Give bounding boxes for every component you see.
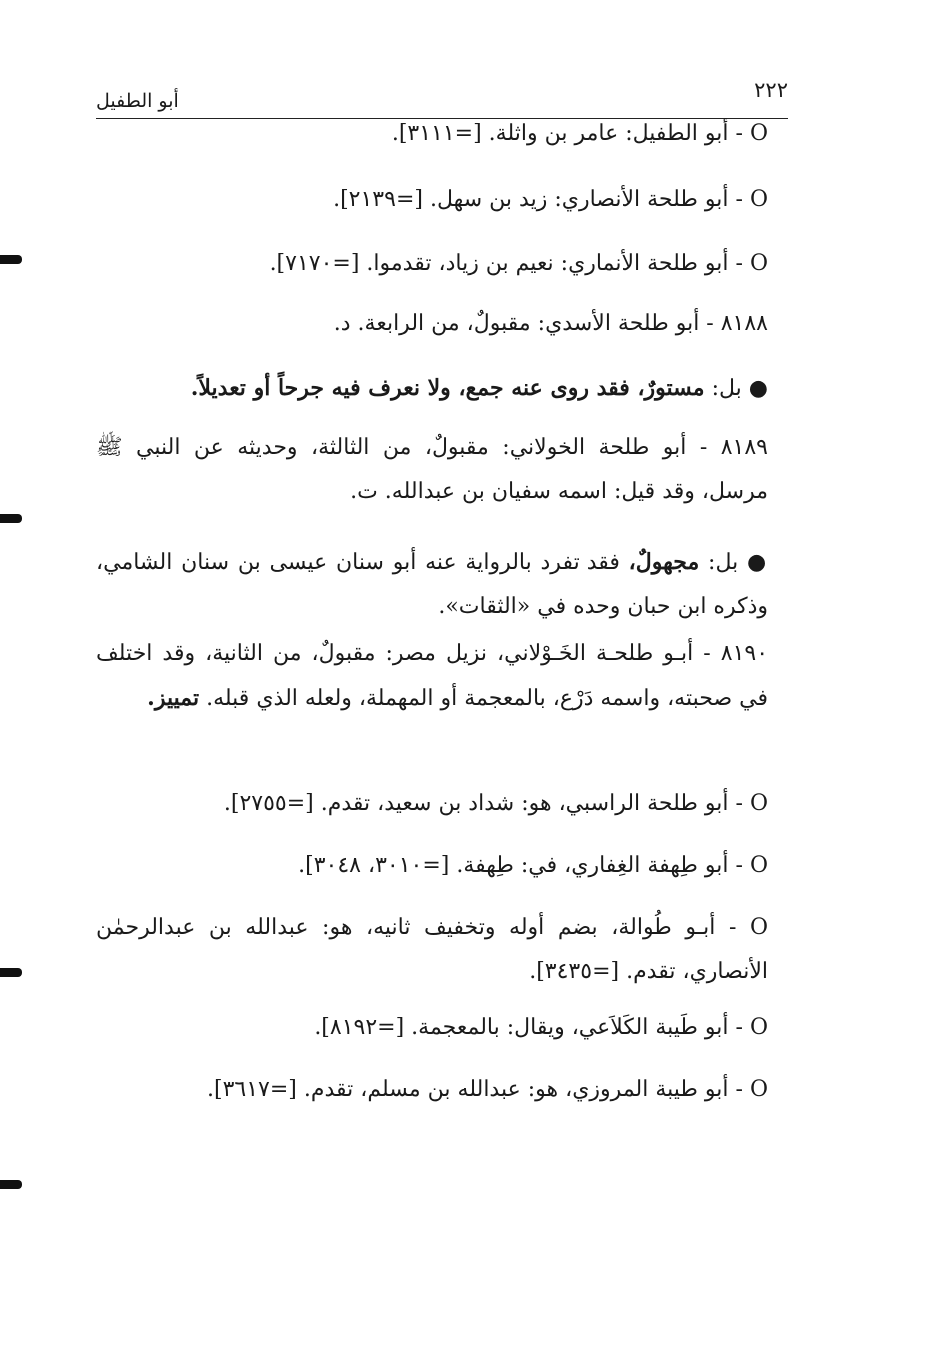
entry-marker: O <box>749 1077 768 1102</box>
comment-lead: بل: <box>708 550 739 575</box>
entry-text: - أبو طيبة المروزي، هو: عبدالله بن مسلم، تقدم. [=٣٦١٧]. <box>206 1077 743 1102</box>
comment-text: فقد تفرد بالرواية عنه أبو سنان عيسى بن سنان الشامي، وذكره ابن حبان وحده في «الثقات». <box>96 550 768 619</box>
running-title: أبو الطفيل <box>96 90 179 112</box>
biography-entry <box>96 426 768 514</box>
entry-text: - أبـو طُوالة، بضم أوله وتخفيف ثانيه، هو: عبدالله بن عبدالرحمٰن الأنصاري، تقدم. [=٣٤٣٥]. <box>96 915 768 984</box>
entry-text: - أبو طلحة الخولاني: مقبولٌ، من الثالثة، وحديثه عن النبي ﷺ مرسل، وقد قيل: اسمه سفيان بن عبدالله. ت. <box>96 435 768 504</box>
margin-mark <box>0 1180 22 1189</box>
cross-reference-entry <box>224 782 768 826</box>
entry-number: ٨١٨٨ <box>720 311 768 336</box>
entry-number: ٨١٩٠ <box>720 641 769 666</box>
entry-text: - أبو طلحة الأسدي: مقبولٌ، من الرابعة. د. <box>333 311 714 336</box>
cross-reference-entry <box>298 844 768 888</box>
entry-text: - أبو طلحة الأنماري: نعيم بن زياد، تقدموا. [=٧١٧٠]. <box>269 251 743 276</box>
entry-text: - أبو طِهفة الغِفاري، في: طِهفة. [=٣٠١٠، ٣٠٤٨]. <box>298 853 743 878</box>
entry-bold-tail: تمييز. <box>147 685 200 711</box>
biography-entry <box>96 632 768 721</box>
editor-comment <box>96 540 768 629</box>
entry-marker: O <box>749 251 768 276</box>
bullet-icon: ● <box>747 550 768 575</box>
entry-text: - أبو طلحة الأنصاري: زيد بن سهل. [=٢١٣٩]. <box>333 187 743 212</box>
editor-comment <box>191 366 768 411</box>
entry-number: ٨١٨٩ <box>720 435 768 460</box>
entry-text: - أبو الطفيل: عامر بن واثلة. [=٣١١١]. <box>391 121 743 146</box>
biography-entry <box>334 302 768 346</box>
page-number: ٢٢٢ <box>754 78 788 102</box>
comment-bold: مجهولٌ، <box>628 549 700 575</box>
margin-mark <box>0 968 22 977</box>
cross-reference-entry <box>207 1068 768 1112</box>
entry-marker: O <box>749 791 768 816</box>
entry-text: - أبو طلحة الراسبي، هو: شداد بن سعيد، تقدم. [=٢٧٥٥]. <box>223 791 743 816</box>
cross-reference-entry <box>333 178 768 222</box>
cross-reference-entry <box>392 112 768 156</box>
entry-marker: O <box>749 121 768 146</box>
cross-reference-entry <box>96 906 768 994</box>
entry-text: - أبـو طلحـة الخَـوْلاني، نزيل مصر: مقبولٌ، من الثانية، وقد اختلف في صحبته، واسمه دَرْع، بالمعجمة أو المهملة، ولعله الذي قبله. <box>96 641 768 711</box>
entry-text: - أبو طَيبة الكَلاَعي، ويقال: بالمعجمة. [=٨١٩٢]. <box>314 1015 743 1040</box>
comment-text: مستورٌ، فقد روى عنه جمع، ولا نعرف فيه جرحاً أو تعديلاً. <box>190 375 705 401</box>
comment-lead: بل: <box>711 376 742 401</box>
cross-reference-entry <box>270 242 768 286</box>
entry-marker: O <box>749 1015 768 1040</box>
margin-mark <box>0 255 22 264</box>
entry-marker: O <box>749 853 768 878</box>
cross-reference-entry <box>314 1006 768 1050</box>
entry-marker: O <box>749 915 768 940</box>
entry-marker: O <box>749 187 768 212</box>
margin-mark <box>0 514 22 523</box>
bullet-icon: ● <box>748 376 768 401</box>
